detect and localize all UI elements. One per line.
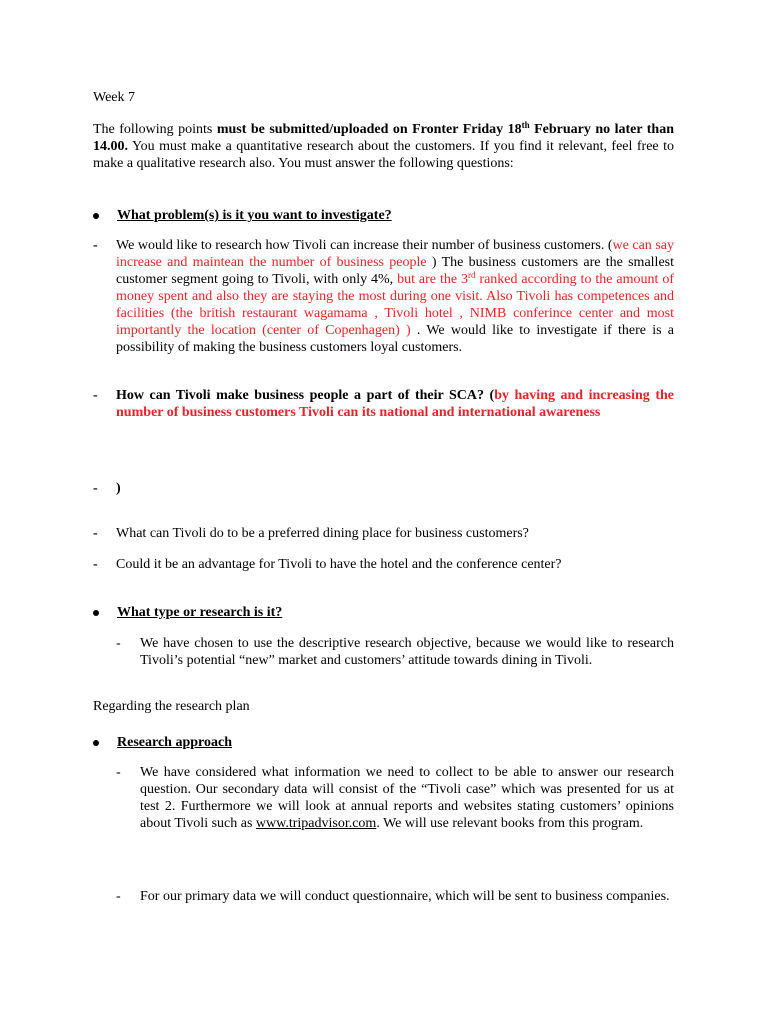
q4-text: What can Tivoli do to be a preferred dining place for business customers? [116,526,529,541]
dash-marker: - [93,238,98,253]
dash-marker: - [116,636,121,651]
plan-text: Regarding the research plan [93,699,250,714]
type-heading: What type or research is it? [117,605,283,620]
bullet-dot [93,610,99,616]
approach-paragraph-2: For our primary data we will conduct questionnaire, which will be sent to business companies. [140,889,670,904]
q3-text: ) [116,481,121,496]
q1-heading: What problem(s) is it you want to investigate? [117,208,392,223]
week-title: Week 7 [93,90,136,105]
approach-heading: Research approach [117,735,232,750]
dash-marker: - [93,481,98,496]
dash-marker: - [93,526,98,541]
approach-paragraph-1: We have considered what information we need to collect to be able to answer our research question. Our secondary data will consist of the “Tivoli case” which was presented for us at test 2. Furthermore we will look at annual reports and websites stating customers’ opinions about Tivoli such as www.tripadvisor.com. We will use relevant books from this program. [140,765,674,831]
intro-paragraph: The following points must be submitted/uploaded on Fronter Friday 18th February no later than 14.00. You must make a quantitative research about the customers. If you find it relevant, feel free to make a qualitative research also. You must answer the following questions: [93,120,675,171]
dash-marker: - [116,889,121,904]
q2-text: How can Tivoli make business people a part of their SCA? (by having and increasing the number of business customers Tivoli can its national and international awareness [116,388,674,420]
q5-text: Could it be an advantage for Tivoli to have the hotel and the conference center? [116,557,562,572]
type-answer: We have chosen to use the descriptive research objective, because we would like to research Tivoli’s potential “new” market and customers’ attitude towards dining in Tivoli. [140,636,674,668]
dash-marker: - [116,765,121,780]
q1-answer: We would like to research how Tivoli can increase their number of business customers. (we can say increase and maintean the number of business people ) The business customers are the smallest customer segment going to Tivoli, with only 4%, but are the 3rd ranked according to the amount of money spent and also they are staying the most during one visit. Also Tivoli has competences and facilities (the british restaurant wagamama , Tivoli hotel , NIMB conferince center and most importantly the location (center of Copenhagen) ) . We would like to investigate if there is a possibility of making the business customers loyal customers. [116,238,674,355]
tripadvisor-link[interactable]: www.tripadvisor.com [255,816,377,831]
bullet-dot [93,740,99,746]
bullet-dot [93,213,99,219]
dash-marker: - [93,388,98,403]
dash-marker: - [93,557,98,572]
